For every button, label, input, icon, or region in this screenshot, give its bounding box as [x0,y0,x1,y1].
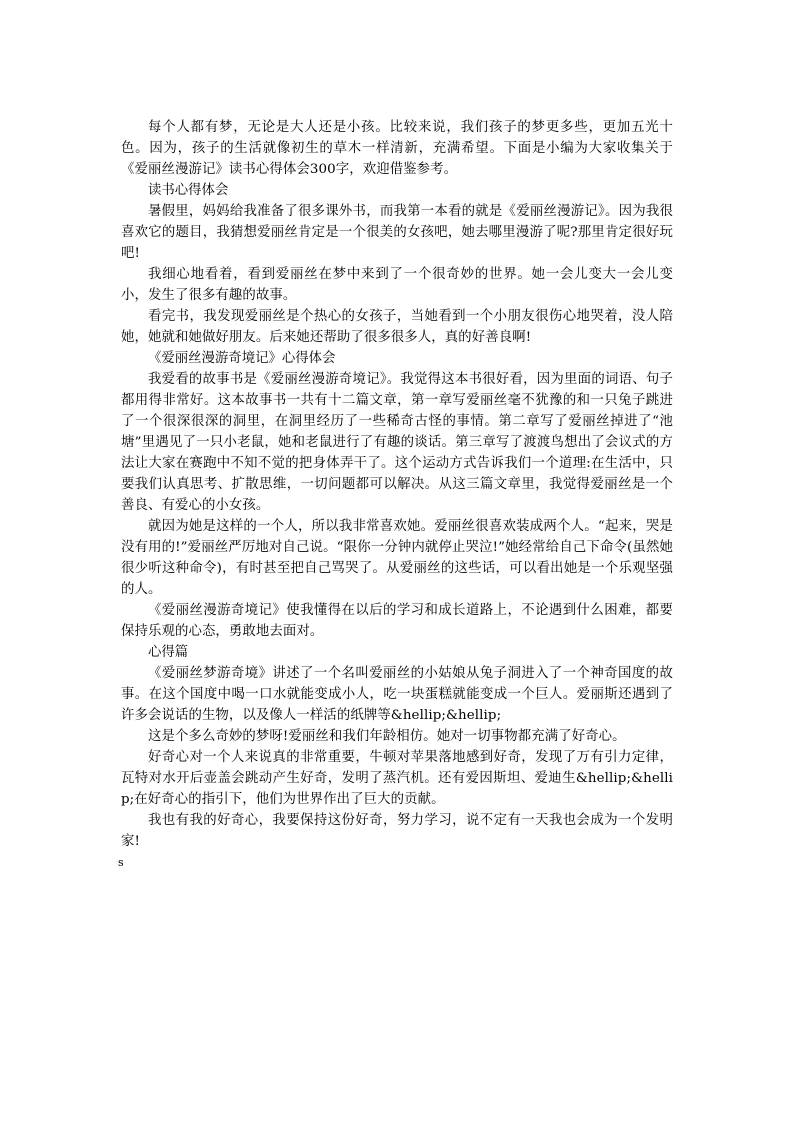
section-heading-reflections: 心得篇 [148,645,189,660]
body-paragraph: 就因为她是这样的一个人，所以我非常喜欢她。爱丽丝很喜欢装成两个人。“起来，哭是没有用的!”爱丽丝严厉地对自己说。“限你一分钟内就停止哭泣!”她经常给自己下命令(虽然她很少听这种命令)，有时甚至把自己骂哭了。从爱丽丝的这些话，可以看出她是一个乐观坚强的人。 [121,519,673,597]
body-paragraph: 看完书，我发现爱丽丝是个热心的女孩子，当她看到一个小朋友很伤心地哭着，没人陪她，她就和她做好朋友。后来她还帮助了很多很多人，真的好善良啊! [121,309,673,345]
body-paragraph: 好奇心对一个人来说真的非常重要，牛顿对苹果落地感到好奇，发现了万有引力定律，瓦特对水开后壶盖会跳动产生好奇，发明了蒸汽机。还有爱因斯坦、爱迪生&hellip;&hellip;在好奇心的指引下，他们为世界作出了巨大的贡献。 [121,750,673,807]
body-paragraph: 《爱丽丝梦游奇境》讲述了一个名叫爱丽丝的小姑娘从兔子洞进入了一个神奇国度的故事。在这个国度中喝一口水就能变成小人，吃一块蛋糕就能变成一个巨人。爱丽斯还遇到了许多会说话的生物，以及像人一样活的纸牌等&hellip;&hellip; [121,666,673,723]
document-body [118,117,673,873]
body-paragraph: 我也有我的好奇心，我要保持这份好奇，努力学习，说不定有一天我也会成为一个发明家! [121,813,673,849]
body-paragraph: 《爱丽丝漫游奇境记》使我懂得在以后的学习和成长道路上，不论遇到什么困难，都要保持乐观的心态，勇敢地去面对。 [121,603,673,639]
body-paragraph: 我爱看的故事书是《爱丽丝漫游奇境记》。我觉得这本书很好看，因为里面的词语、句子都用得非常好。这本故事书一共有十二篇文章，第一章写爱丽丝毫不犹豫的和一只兔子跳进了一个很深很深的洞里，在洞里经历了一些稀奇古怪的事情。第二章写了爱丽丝掉进了“池塘”里遇见了一只小老鼠，她和老鼠进行了有趣的谈话。第三章写了渡渡鸟想出了会议式的方法让大家在赛跑中不知不觉的把身体弄干了。这个运动方式告诉我们一个道理:在生活中，只要我们认真思考、扩散思维，一切问题都可以解决。从这三篇文章里，我觉得爱丽丝是一个善良、有爱心的小女孩。 [121,372,673,513]
body-paragraph: 我细心地看着，看到爱丽丝在梦中来到了一个很奇妙的世界。她一会儿变大一会儿变小，发生了很多有趣的故事。 [121,267,673,303]
section-heading-reading-notes: 读书心得体会 [148,183,229,198]
body-paragraph: 这是个多么奇妙的梦呀!爱丽丝和我们年龄相仿。她对一切事物都充满了好奇心。 [148,729,626,744]
section-heading-wonderland: 《爱丽丝漫游奇境记》心得体会 [148,351,336,366]
intro-paragraph: 每个人都有梦，无论是大人还是小孩。比较来说，我们孩子的梦更多些，更加五光十色。因为，孩子的生活就像初生的草木一样清新，充满希望。下面是小编为大家收集关于《爱丽丝漫游记》读书心得体会300字，欢迎借鉴参考。 [121,120,673,177]
trailing-character: s [118,856,124,869]
body-paragraph: 暑假里，妈妈给我准备了很多课外书，而我第一本看的就是《爱丽丝漫游记》。因为我很喜欢它的题目，我猜想爱丽丝肯定是一个很美的女孩吧，她去哪里漫游了呢?那里肯定很好玩吧! [121,204,673,261]
